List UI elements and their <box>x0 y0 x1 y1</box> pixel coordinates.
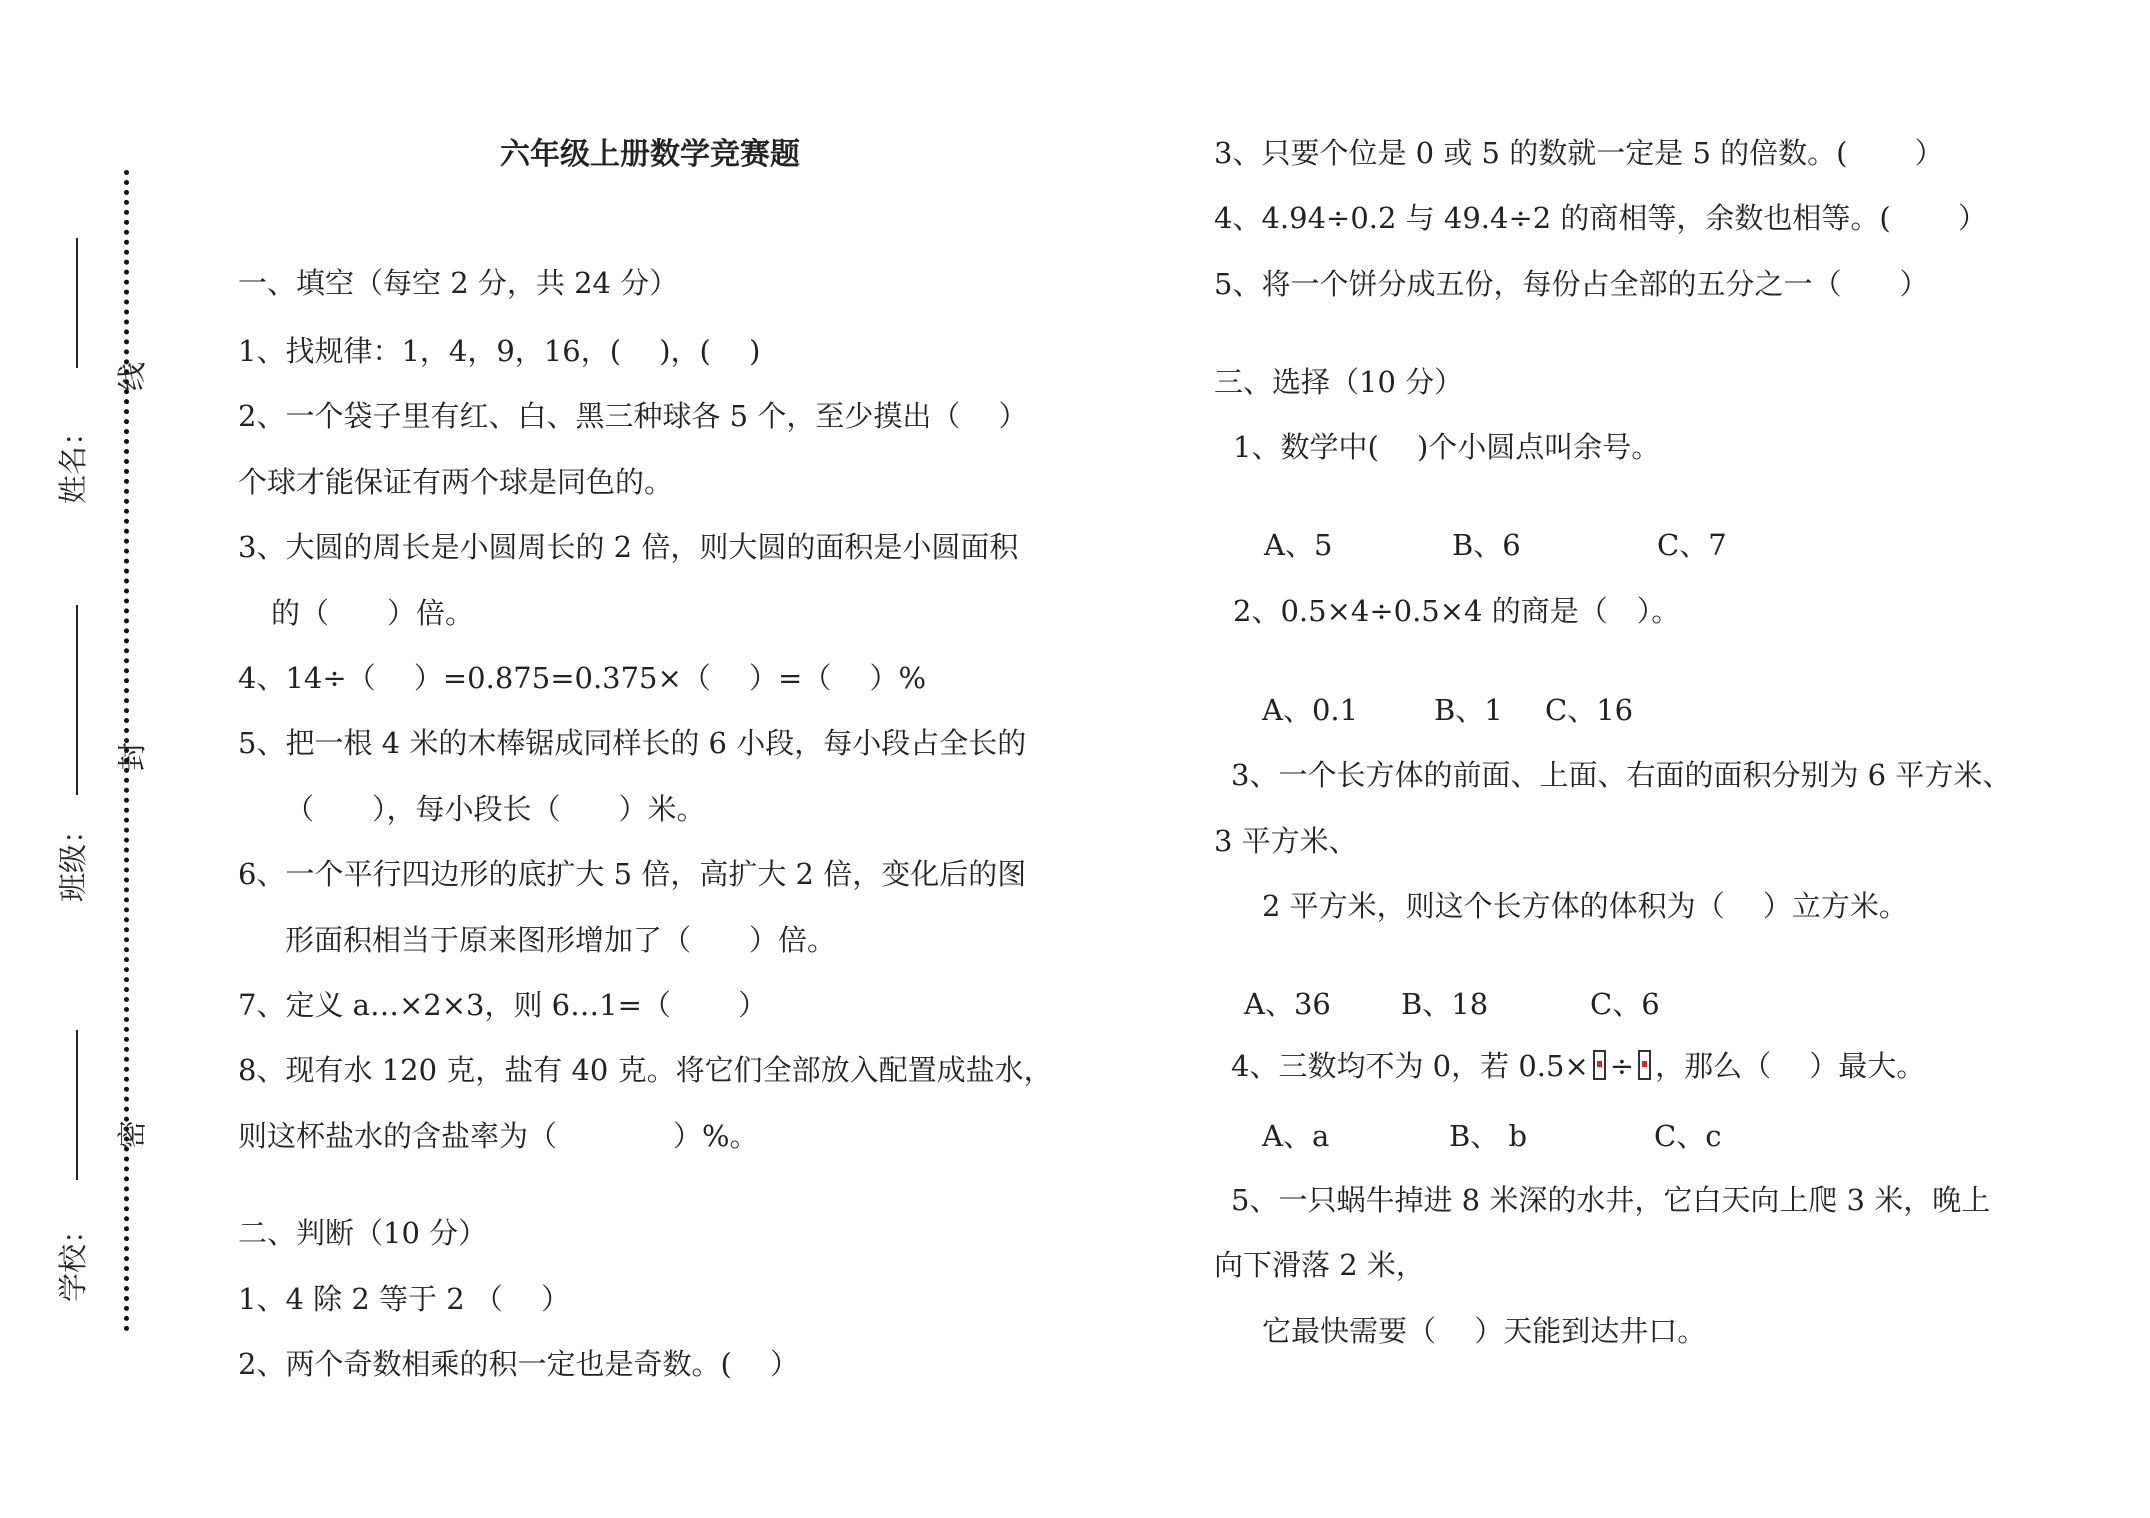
s3-q3-line1: 3、一个长方体的前面、上面、右面的面积分别为 6 平方米、 <box>1231 758 2012 792</box>
name-underline <box>76 238 78 368</box>
section2-heading: 二、判断（10 分） <box>238 1216 488 1250</box>
s3-q4-text-end: ，那么（ ）最大。 <box>1655 1049 1926 1083</box>
s1-q2-line1: 2、一个袋子里有红、白、黑三种球各 5 个，至少摸出（ ） <box>238 399 1028 433</box>
s2-q5: 5、将一个饼分成五份，每份占全部的五分之一（ ） <box>1214 267 1929 301</box>
s3-q4-option-a: A、a <box>1262 1119 1330 1153</box>
section3-heading: 三、选择（10 分） <box>1214 365 1464 399</box>
class-label: 班级： <box>56 814 91 903</box>
s3-q2: 2、0.5×4÷0.5×4 的商是（ ）。 <box>1233 594 1681 628</box>
section1-heading: 一、填空（每空 2 分，共 24 分） <box>238 266 679 300</box>
s3-q4-divide: ÷ <box>1609 1049 1635 1083</box>
s1-q6-line2: 形面积相当于原来图形增加了（ ）倍。 <box>285 923 837 957</box>
school-underline <box>76 1030 78 1180</box>
s3-q2-option-a: A、0.1 <box>1262 693 1359 727</box>
s1-q2-line2: 个球才能保证有两个球是同色的。 <box>238 465 674 499</box>
s3-q5-line3: 它最快需要（ ）天能到达井口。 <box>1262 1314 1707 1348</box>
s1-q4: 4、14÷（ ）=0.875=0.375×（ ）=（ ）% <box>238 661 927 695</box>
broken-glyph-icon <box>1638 1050 1651 1080</box>
broken-glyph-icon <box>1593 1050 1606 1080</box>
s3-q4-option-c: C、c <box>1654 1119 1722 1153</box>
s3-q1-option-b: B、6 <box>1452 528 1521 562</box>
s3-q1-option-a: A、5 <box>1264 528 1333 562</box>
s1-q7: 7、定义 a…×2×3，则 6…1=（ ） <box>238 988 768 1022</box>
s3-q2-option-b: B、1 <box>1434 693 1503 727</box>
s1-q8-line2: 则这杯盐水的含盐率为（ ）%。 <box>238 1119 759 1153</box>
class-underline <box>76 605 78 795</box>
s2-q3: 3、只要个位是 0 或 5 的数就一定是 5 的倍数。( ） <box>1214 136 1944 170</box>
s1-q8-line1: 8、现有水 120 克，盐有 40 克。将它们全部放入配置成盐水， <box>238 1053 1053 1087</box>
s2-q1: 1、4 除 2 等于 2 （ ） <box>238 1282 571 1316</box>
s3-q1: 1、数学中( )个小圆点叫余号。 <box>1233 430 1661 464</box>
s1-q5-line1: 5、把一根 4 米的木棒锯成同样长的 6 小段，每小段占全长的 <box>238 726 1027 760</box>
s3-q5-line2: 向下滑落 2 米， <box>1214 1248 1425 1282</box>
s3-q4-option-b: B、 b <box>1449 1119 1528 1153</box>
s3-q3-option-b: B、18 <box>1401 987 1489 1021</box>
binding-mark-line: 线 <box>115 361 150 392</box>
s1-q3-line1: 3、大圆的周长是小圆周长的 2 倍，则大圆的面积是小圆面积 <box>238 530 1019 564</box>
s3-q3-line3: 2 平方米，则这个长方体的体积为（ ）立方米。 <box>1262 889 1908 923</box>
s3-q3-option-a: A、36 <box>1244 987 1331 1021</box>
binding-mark-secret: 密 <box>115 1119 150 1150</box>
s1-q6-line1: 6、一个平行四边形的底扩大 5 倍，高扩大 2 倍，变化后的图 <box>238 857 1027 891</box>
s1-q1: 1、找规律：1，4，9，16，( )，( ) <box>238 334 761 368</box>
school-label: 学校： <box>56 1214 91 1303</box>
s3-q4 <box>1231 1047 1925 1085</box>
s2-q4: 4、4.94÷0.2 与 49.4÷2 的商相等，余数也相等。( ） <box>1214 201 1987 235</box>
s1-q3-line2: 的（ ）倍。 <box>271 596 475 630</box>
page-title: 六年级上册数学竞赛题 <box>500 137 800 172</box>
s3-q5-line1: 5、一只蜗牛掉进 8 米深的水井，它白天向上爬 3 米，晚上 <box>1231 1183 1991 1217</box>
name-label: 姓名： <box>56 416 91 505</box>
s3-q3-option-c: C、6 <box>1590 987 1660 1021</box>
s1-q5-line2: （ ），每小段长（ ）米。 <box>285 792 706 826</box>
s3-q3-line2: 3 平方米、 <box>1214 824 1358 858</box>
binding-mark-seal: 封 <box>115 741 150 772</box>
s3-q4-text-start: 4、三数均不为 0，若 0.5× <box>1231 1049 1589 1083</box>
s3-q2-option-c: C、16 <box>1545 693 1634 727</box>
s3-q1-option-c: C、7 <box>1657 528 1727 562</box>
s2-q2: 2、两个奇数相乘的积一定也是奇数。( ） <box>238 1347 799 1381</box>
